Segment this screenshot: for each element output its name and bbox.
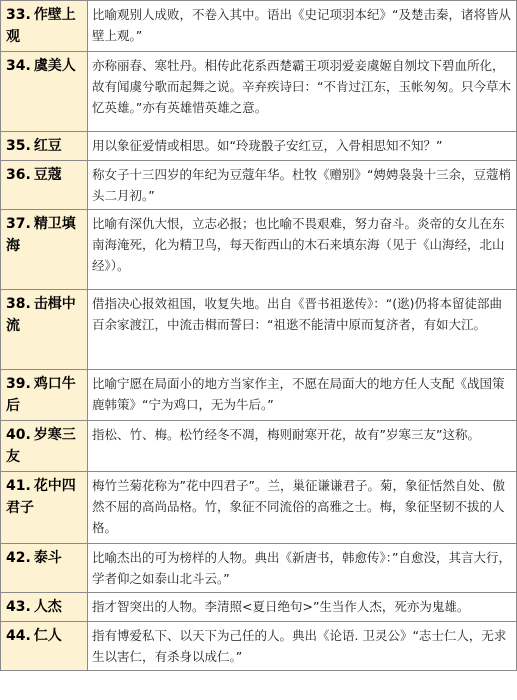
- term-label: 岁寒三友: [6, 427, 76, 465]
- term-cell: [1, 132, 88, 161]
- term-cell: [1, 472, 88, 544]
- row-number: 42.: [6, 550, 31, 566]
- term-label: 仁人: [33, 628, 62, 644]
- term-cell: [1, 421, 88, 472]
- table-row: [1, 1, 517, 52]
- table-row: [1, 290, 517, 370]
- definition-cell: 指才智突出的人物。李清照<夏日绝句>”生当作人杰，死亦为鬼雄。: [88, 593, 517, 622]
- table-row: [1, 132, 517, 161]
- term-label: 鸡口牛后: [6, 376, 76, 414]
- definition-cell: 用以象征爱情或相思。如“玲珑骰子安红豆，入骨相思知不知？”: [88, 132, 517, 161]
- term-cell: [1, 1, 88, 52]
- table-row: [1, 421, 517, 472]
- table-row: [1, 472, 517, 544]
- term-cell: [1, 210, 88, 290]
- table-row: [1, 593, 517, 622]
- row-number: 33.: [6, 7, 31, 23]
- term-label: 红豆: [33, 138, 62, 154]
- table-row: [1, 544, 517, 593]
- table-row: [1, 161, 517, 210]
- term-label: 作壁上观: [6, 7, 76, 45]
- row-number: 38.: [6, 296, 31, 312]
- definition-cell: 比喻杰出的可为榜样的人物。典出《新唐书，韩愈传》：”自愈没，其言大行，学者仰之如泰山北斗云。”: [88, 544, 517, 593]
- row-number: 43.: [6, 599, 31, 615]
- definition-cell: 指松、竹、梅。松竹经冬不凋，梅则耐寒开花，故有”岁寒三友”这称。: [88, 421, 517, 472]
- definition-cell: 梅竹兰菊花称为”花中四君子”。兰，巢征谦谦君子。菊，象征恬然自处、傲然不屈的高尚品格。竹，象征不同流俗的高雅之士。梅，象征坚韧不拔的人格。: [88, 472, 517, 544]
- term-cell: [1, 161, 88, 210]
- definition-cell: 借指决心报效祖国，收复失地。出自《晋书祖逖传》：“(逖)仍将本留徒部曲百余家渡江，中流击楫而誓曰：“祖逖不能清中原而复济者，有如大江。: [88, 290, 517, 370]
- term-label: 花中四君子: [6, 478, 76, 516]
- term-cell: [1, 370, 88, 421]
- row-number: 41.: [6, 478, 31, 494]
- definition-cell: 称女子十三四岁的年纪为豆蔻年华。杜牧《赠别》“娉娉袅袅十三余，豆蔻梢头二月初。”: [88, 161, 517, 210]
- row-number: 40.: [6, 427, 31, 443]
- row-number: 34.: [6, 58, 31, 74]
- table-row: [1, 52, 517, 132]
- term-label: 人杰: [33, 599, 62, 615]
- term-cell: [1, 544, 88, 593]
- term-label: 虞美人: [33, 58, 76, 74]
- definition-cell: 比喻有深仇大恨，立志必报；也比喻不畏艰难，努力奋斗。炎帝的女儿在东南海淹死，化为精卫鸟，每天衔西山的木石来填东海（见于《山海经，北山经》）。: [88, 210, 517, 290]
- definition-cell: 亦称丽春、寒牡丹。相传此花系西楚霸王项羽爱妾虞姬自刎坟下碧血所化，故有闻虞兮歌而起舞之说。辛弃疾诗曰：“不肯过江东，玉帐匆匆。只今草木忆英雄。”亦有英雄惜英雄之意。: [88, 52, 517, 132]
- definition-cell: 指有博爱私下、以天下为己任的人。典出《论语. 卫灵公》“志士仁人，无求生以害仁，有杀身以成仁。”: [88, 622, 517, 671]
- row-number: 37.: [6, 216, 31, 232]
- term-cell: [1, 593, 88, 622]
- definition-cell: 比喻观别人成败，不卷入其中。语出《史记项羽本纪》“及楚击秦，诸将皆从壁上观。”: [88, 1, 517, 52]
- table-row: [1, 370, 517, 421]
- term-label: 泰斗: [33, 550, 62, 566]
- term-cell: [1, 52, 88, 132]
- term-cell: [1, 622, 88, 671]
- definition-cell: 比喻宁愿在局面小的地方当家作主，不愿在局面大的地方任人支配《战国策鹿韩策》“宁为鸡口，无为牛后。”: [88, 370, 517, 421]
- table-row: [1, 210, 517, 290]
- row-number: 35.: [6, 138, 31, 154]
- term-label: 击楫中流: [6, 296, 76, 334]
- row-number: 44.: [6, 628, 31, 644]
- row-number: 39.: [6, 376, 31, 392]
- term-label: 豆蔻: [33, 167, 62, 183]
- row-number: 36.: [6, 167, 31, 183]
- table-row: [1, 622, 517, 671]
- term-cell: [1, 290, 88, 370]
- term-label: 精卫填海: [6, 216, 76, 254]
